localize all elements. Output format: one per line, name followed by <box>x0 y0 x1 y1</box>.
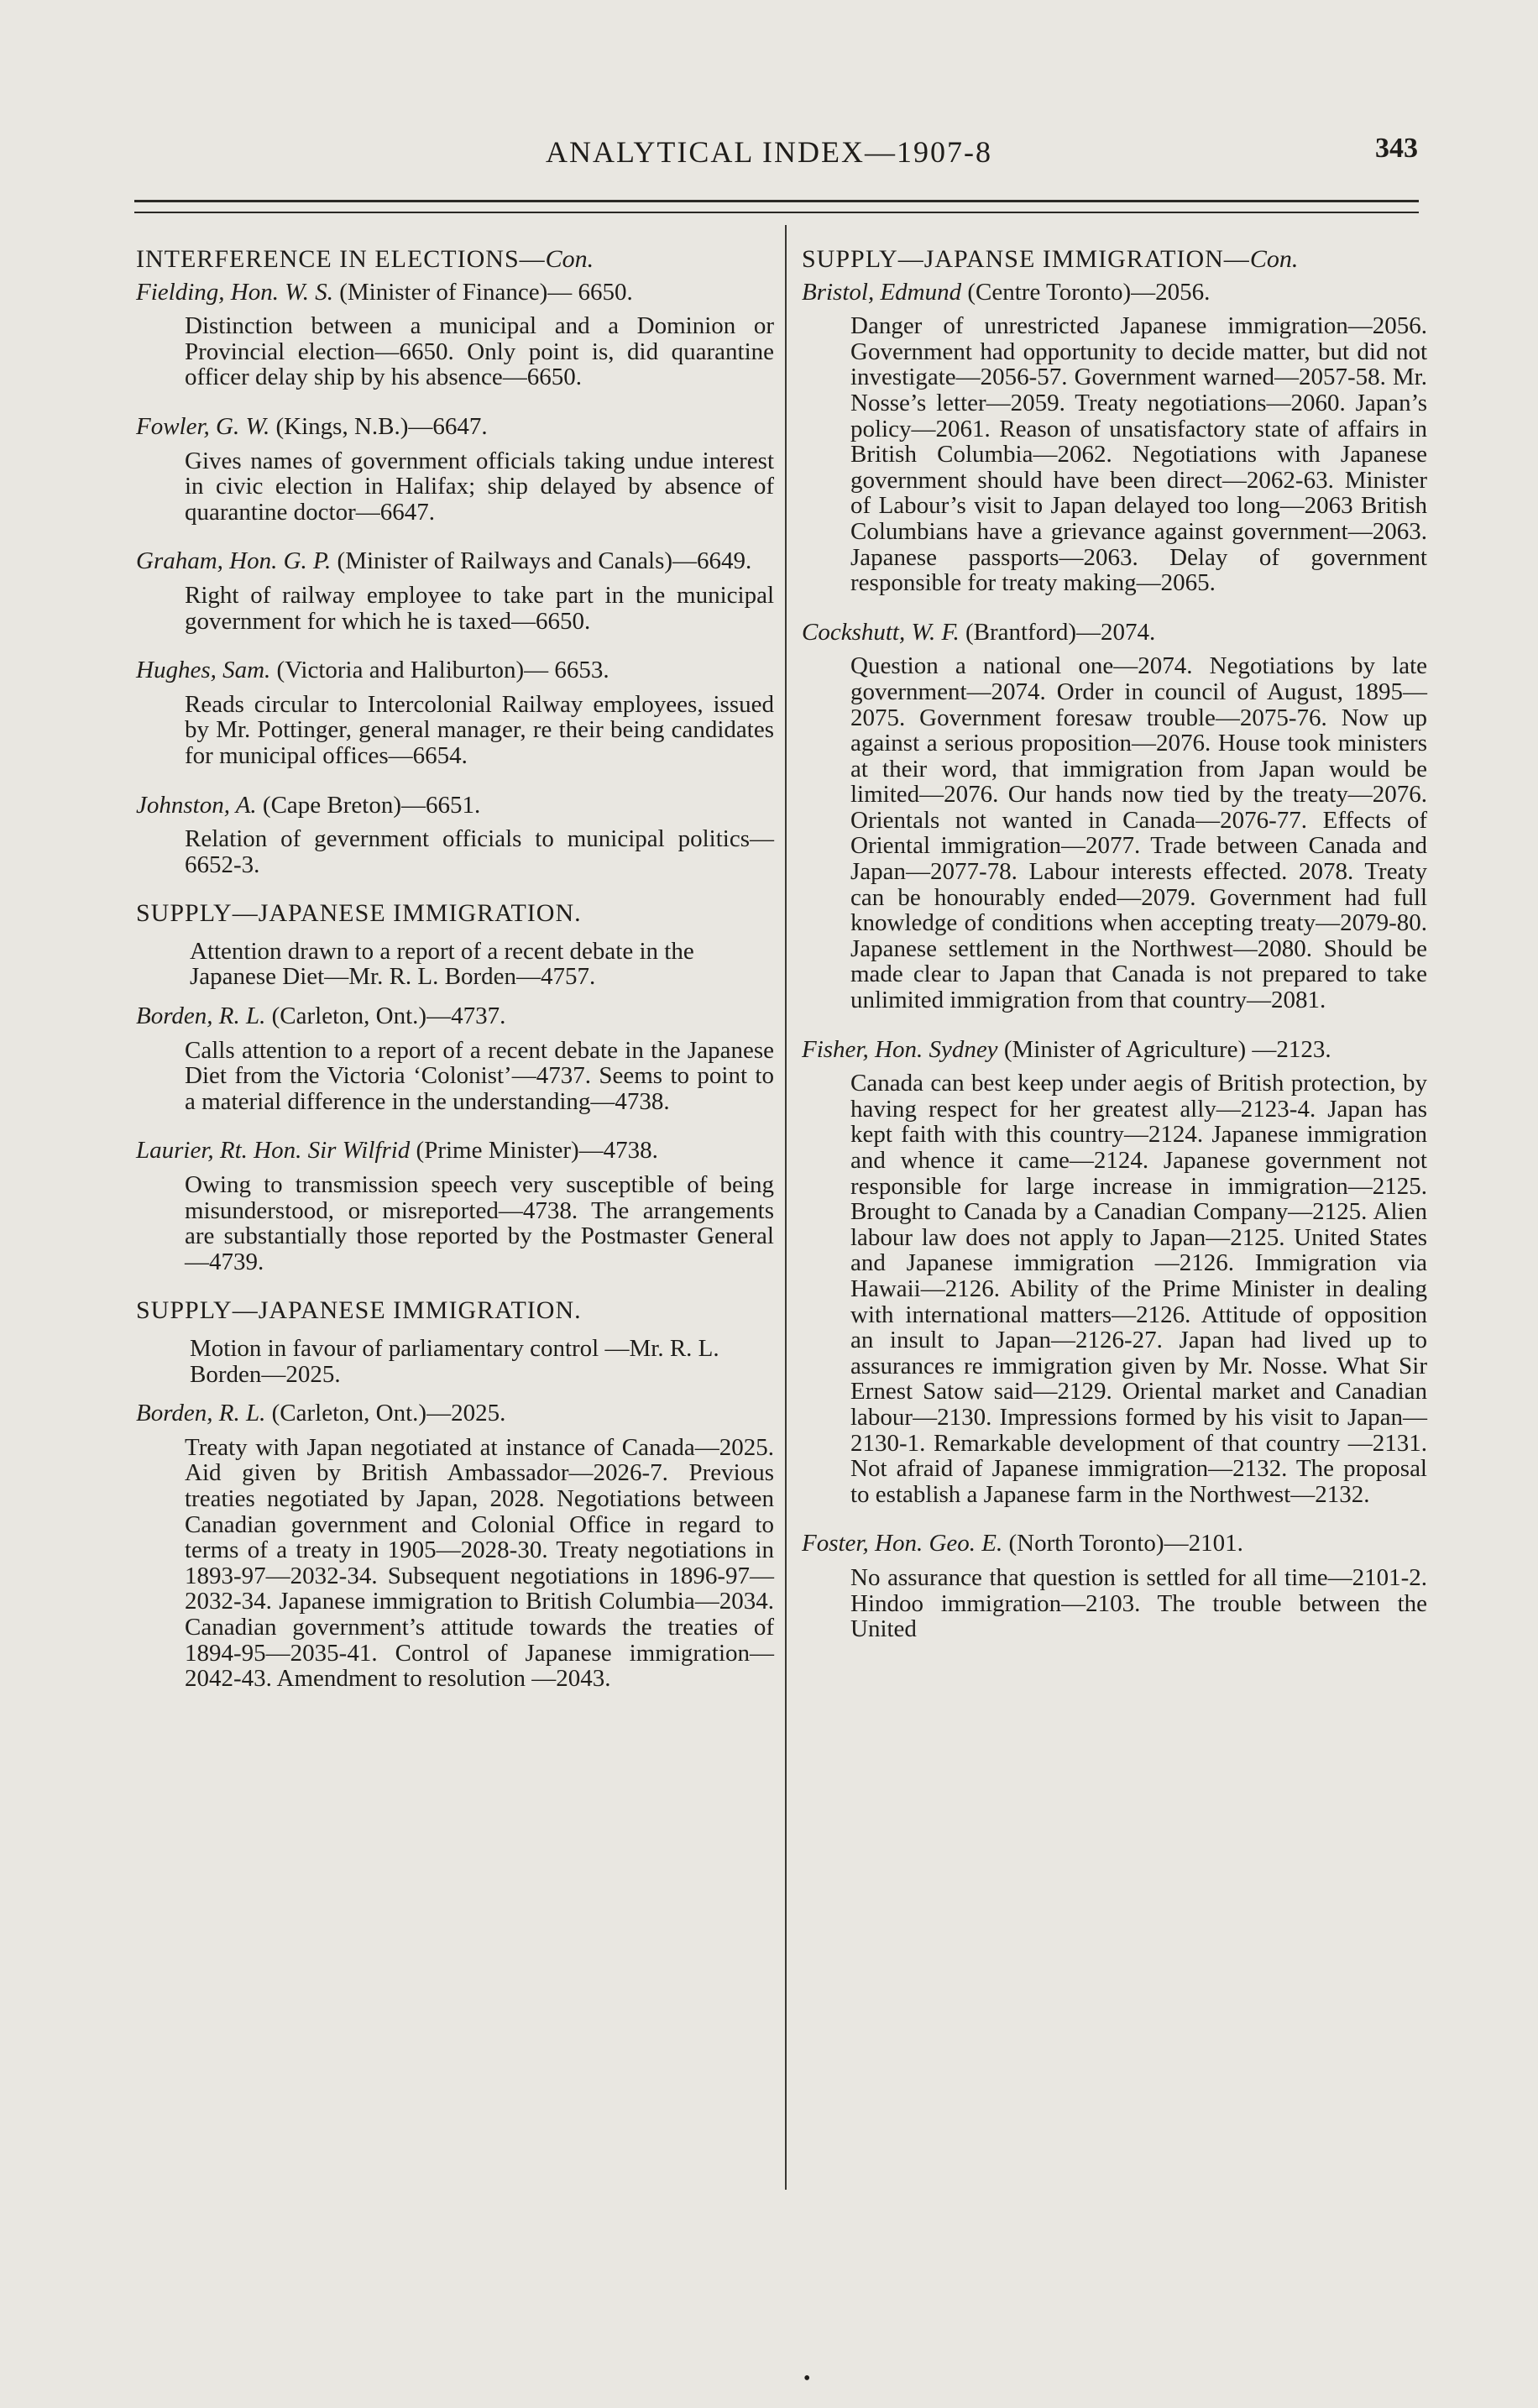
speaker-name: Fielding, Hon. W. S. <box>136 278 333 306</box>
speaker-detail: (Minister of Railways and Canals)—6649. <box>337 547 752 575</box>
speaker-detail: (Prime Minister)—4738. <box>416 1137 658 1165</box>
index-entry-johnston <box>136 793 774 878</box>
speaker-name: Graham, Hon. G. P. <box>136 547 332 575</box>
entry-body: Gives names of government officials taking undue interest in civic election in Halifax; ship delayed by absence of quarantine doctor—6647. <box>185 447 774 526</box>
entry-body: Treaty with Japan negotiated at instance of Canada—2025. Aid given by British Ambassador—2026-7. Previous treaties negotiated by Japan, 2028. Negotiations between Canadian government and Colonial Office in regard to terms of a treaty in 1905—2028-30. Treaty negotiations in 1893-97—2032-34. Subsequent negotiations in 1896-97—2032-34. Japanese immigration to British Columbia—2034. Canadian government’s attitude towards the treaties of 1894-95—2035-41. Control of Japanese immigration—2042-43. Amendment to resolution —2043. <box>185 1433 774 1693</box>
speaker-line <box>802 620 1427 646</box>
speaker-line <box>802 280 1427 306</box>
speaker-detail: (Minister of Agriculture) —2123. <box>1003 1035 1331 1063</box>
entry-body: Reads circular to Intercolonial Railway employees, issued by Mr. Pottinger, general manager, re their being candidates for municipal offices—6654. <box>185 690 774 769</box>
entry-body: Calls attention to a report of a recent debate in the Japanese Diet from the Victoria ‘Colonist’—4737. Seems to point to a material difference in the understanding—4738. <box>185 1036 774 1115</box>
speaker-name: Bristol, Edmund <box>802 278 962 306</box>
speaker-name: Johnston, A. <box>136 791 257 819</box>
index-entry-cockshutt <box>802 620 1427 1013</box>
entry-body: Owing to transmission speech very susceptible of being misunderstood, or misreported—4738. The arrangements are substantially those reported by the Postmaster General—4739. <box>185 1171 774 1275</box>
index-entry-foster <box>802 1531 1427 1641</box>
section-heading-supply-1: SUPPLY—JAPANESE IMMIGRATION. <box>136 899 582 928</box>
running-title: ANALYTICAL INDEX—1907-8 <box>546 135 992 169</box>
section-intro: Motion in favour of parliamentary control —Mr. R. L. Borden—2025. <box>190 1335 719 1388</box>
entry-body: Canada can best keep under aegis of British protection, by having respect for her greatest ally—2123-4. Japan has kept faith with this country—2124. Japanese immigration and whence it came—2124. Japanese government not responsible for large increase in immigration—2125. Brought to Canada by a Canadian Company—2125. Alien labour law does not apply to Japan—2125. United States and Japanese immigration —2126. Immigration via Hawaii—2126. Ability of the Prime Minister in dealing with international matters—2126. Attitude of opposition an insult to Japan—2126-27. Japan had lived up to assurances re immigration given by Mr. Nosse. What Sir Ernest Satow said—2129. Oriental market and Canadian labour—2130. Impressions formed by his visit to Japan—2130-1. Remarkable development of that country —2131. Not afraid of Japanese immigration—2132. The proposal to establish a Japanese farm in the Northwest—2132. <box>850 1070 1427 1508</box>
header-rule-top <box>134 200 1419 202</box>
index-entry-graham <box>136 548 774 634</box>
index-entry-bristol <box>802 280 1427 596</box>
speaker-name: Borden, R. L. <box>136 1400 266 1427</box>
print-speck: • <box>803 2368 811 2390</box>
entry-body: Right of railway employee to take part in the municipal government for which he is taxed—6650. <box>185 581 774 635</box>
speaker-detail: (Carleton, Ont.)—4737. <box>271 1002 506 1030</box>
entry-body: Relation of gevernment officials to municipal politics—6652-3. <box>185 825 774 878</box>
speaker-line <box>136 1003 774 1029</box>
speaker-line <box>802 1037 1427 1063</box>
index-entry-fowler <box>136 414 774 525</box>
index-entry-fielding <box>136 280 774 390</box>
speaker-detail: (Kings, N.B.)—6647. <box>275 412 488 440</box>
speaker-name: Fowler, G. W. <box>136 412 270 440</box>
right-column <box>802 242 1427 1666</box>
speaker-detail: (North Toronto)—2101. <box>1008 1530 1243 1557</box>
index-entry-borden-2025 <box>136 1400 774 1692</box>
entry-body: No assurance that question is settled for all time—2101-2. Hindoo immigration—2103. The trouble between the United <box>850 1563 1427 1643</box>
speaker-name: Foster, Hon. Geo. E. <box>802 1530 1003 1557</box>
index-entry-hughes <box>136 657 774 768</box>
section-heading-supply-con: SUPPLY—JAPANSE IMMIGRATION—Con. <box>802 245 1299 273</box>
speaker-line <box>136 793 774 819</box>
entry-body: Danger of unrestricted Japanese immigration—2056. Government had opportunity to decide matter, but did not investigate—2056-57. Government warned—2057-58. Mr. Nosse’s letter—2059. Treaty negotiations—2060. Japan’s policy—2061. Reason of unsatisfactory state of affairs in British Columbia—2062. Negotiations with Japanese government should have been direct—2062-63. Minister of Labour’s visit to Japan delayed too long—2063 British Columbians have a grievance against government—2063. Japanese passports—2063. Delay of government responsible for treaty making—2065. <box>850 312 1427 597</box>
header-rule-bottom <box>134 212 1419 213</box>
speaker-name: Fisher, Hon. Sydney <box>802 1035 998 1063</box>
speaker-name: Borden, R. L. <box>136 1002 266 1030</box>
index-entry-borden-4737 <box>136 1003 774 1114</box>
index-entry-fisher <box>802 1037 1427 1508</box>
left-column <box>136 242 774 1715</box>
speaker-line <box>136 1400 774 1426</box>
speaker-detail: (Minister of Finance)— 6650. <box>339 278 633 306</box>
entry-body: Distinction between a municipal and a Dominion or Provincial election—6650. Only point is, did quarantine officer delay ship by his absence—6650. <box>185 312 774 391</box>
speaker-line <box>136 414 774 440</box>
speaker-detail: (Cape Breton)—6651. <box>262 791 481 819</box>
speaker-line <box>136 548 774 574</box>
speaker-detail: (Victoria and Haliburton)— 6653. <box>276 657 609 684</box>
speaker-detail: (Centre Toronto)—2056. <box>967 278 1211 306</box>
index-entry-laurier <box>136 1138 774 1275</box>
section-heading-supply-2: SUPPLY—JAPANESE IMMIGRATION. <box>136 1296 582 1325</box>
page-number: 343 <box>1375 133 1418 164</box>
speaker-line <box>136 657 774 683</box>
speaker-name: Hughes, Sam. <box>136 657 271 684</box>
speaker-line <box>802 1531 1427 1557</box>
speaker-detail: (Carleton, Ont.)—2025. <box>271 1400 506 1427</box>
speaker-line <box>136 1138 774 1164</box>
speaker-name: Cockshutt, W. F. <box>802 618 960 646</box>
entry-body: Question a national one—2074. Negotiations by late government—2074. Order in council of August, 1895—2075. Government foresaw trouble—2075-76. Now up against a serious proposition—2076. House took ministers at their word, that immigration from Japan would be limited—2076. Our hands now tied by the treaty—2076. Orientals not wanted in Canada—2076-77. Effects of Oriental immigration—2077. Trade between Canada and Japan—2077-78. Labour interests effected. 2078. Treaty can be honourably ended—2079. Government had full knowledge of conditions when accepting treaty—2079-80. Japanese settlement in the Northwest—2080. Should be made clear to Japan that Canada is not prepared to take unlimited immigration from that country—2081. <box>850 652 1427 1014</box>
speaker-detail: (Brantford)—2074. <box>965 618 1156 646</box>
section-intro: Attention drawn to a report of a recent debate in the Japanese Diet—Mr. R. L. Borden—4757. <box>190 937 694 991</box>
column-divider <box>785 225 787 2190</box>
speaker-name: Laurier, Rt. Hon. Sir Wilfrid <box>136 1137 411 1165</box>
speaker-line <box>136 280 774 306</box>
section-heading-interference: INTERFERENCE IN ELECTIONS—Con. <box>136 245 594 273</box>
